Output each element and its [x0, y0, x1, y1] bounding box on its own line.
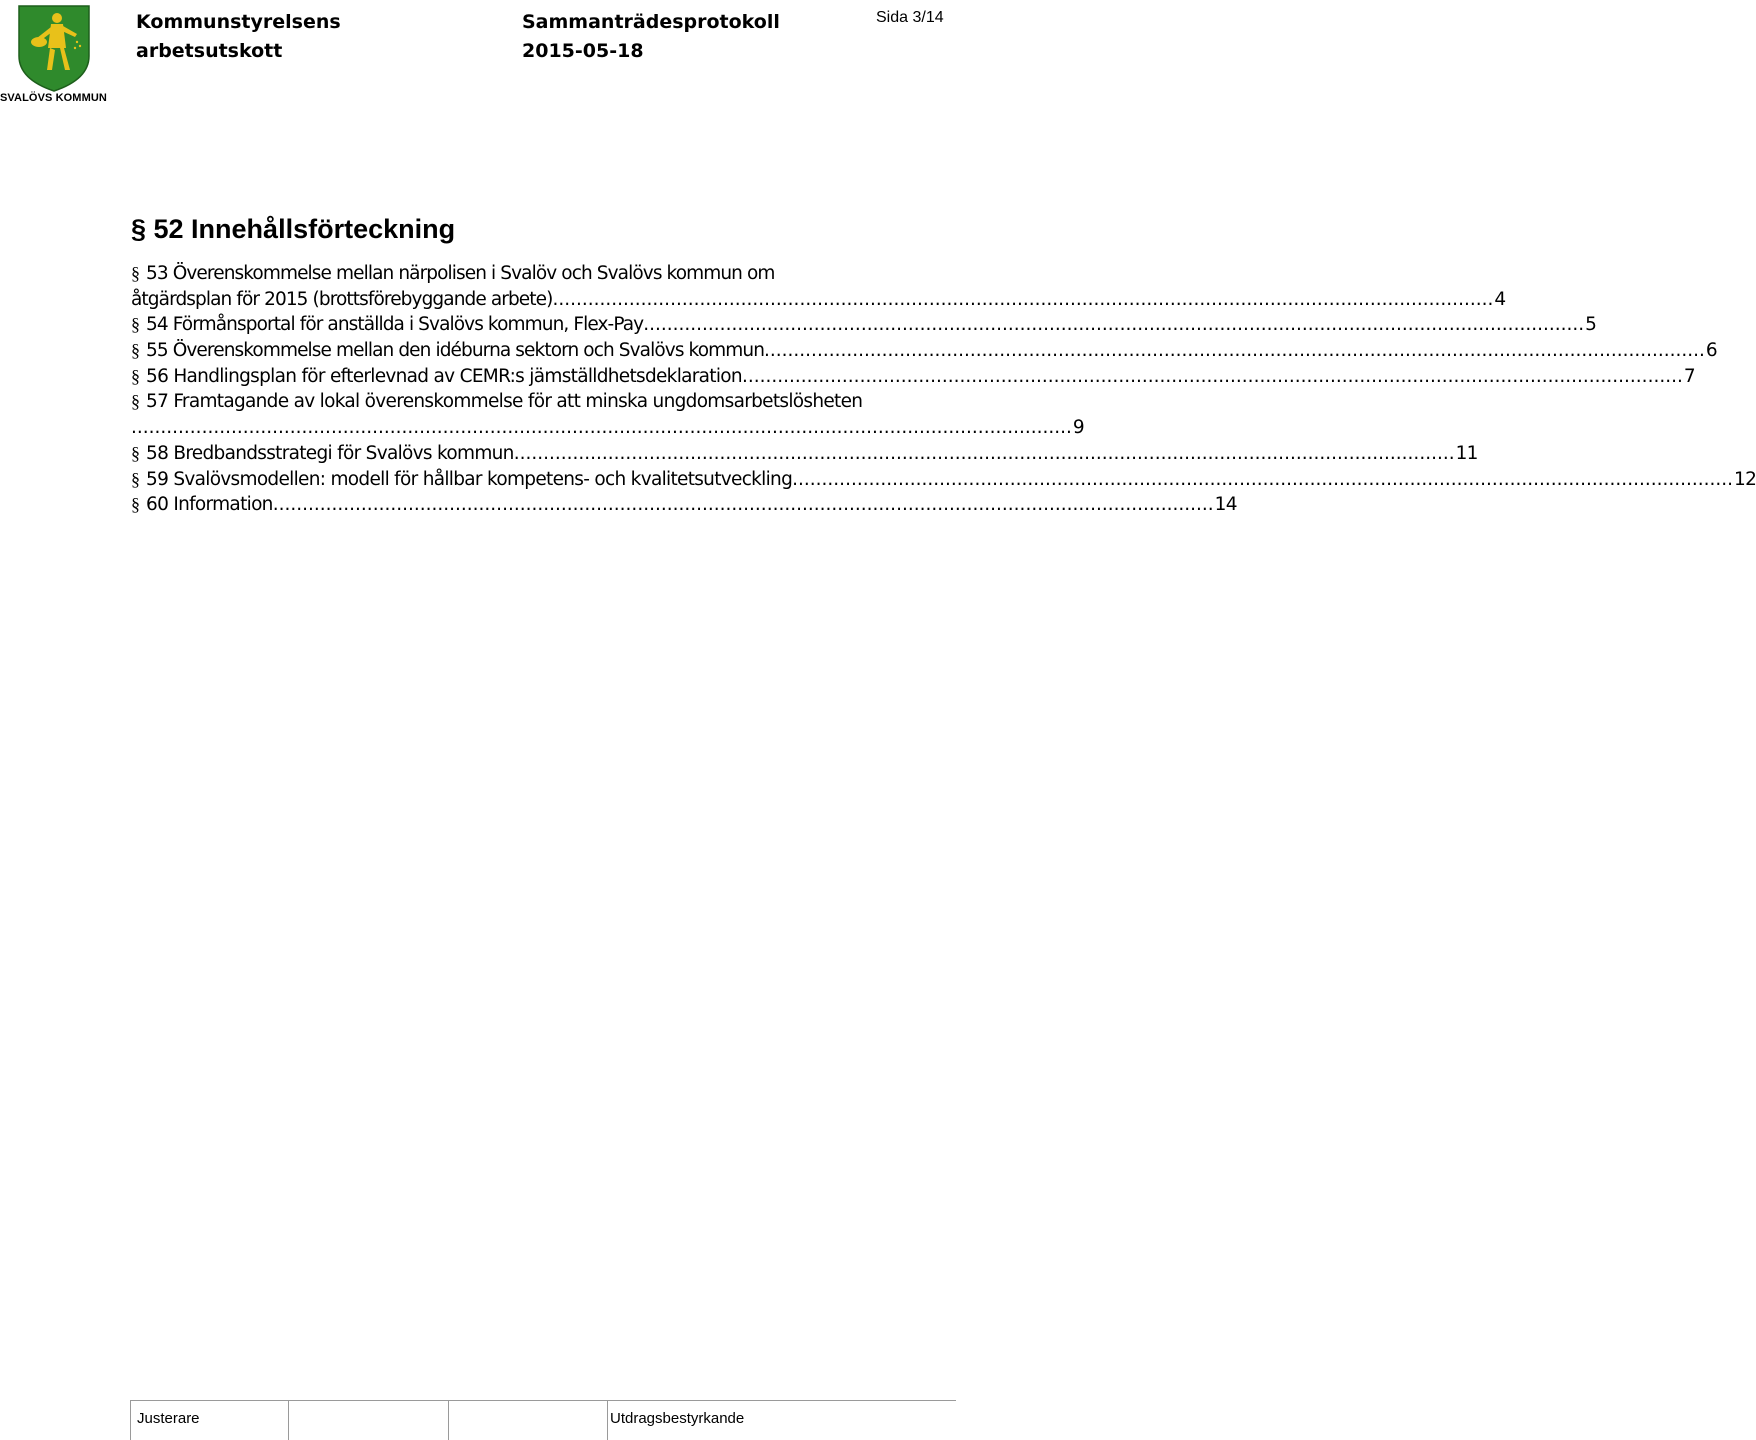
- section-symbol: §: [131, 314, 140, 335]
- toc-entry-text: 56 Handlingsplan för efterlevnad av CEMR:s jämställdhetsdeklaration: [146, 365, 742, 387]
- table-of-contents: [131, 261, 1756, 518]
- toc-entry-text: 57 Framtagande av lokal överenskommelse för att minska ungdomsarbetslösheten: [146, 391, 863, 413]
- toc-entry-text: 60 Information: [146, 494, 273, 516]
- toc-entry-page: 4: [1494, 288, 1506, 310]
- meeting-date: 2015-05-18: [522, 40, 644, 62]
- section-symbol: §: [131, 468, 140, 489]
- dot-leader: ................................................................................................................................................................: [552, 288, 1494, 310]
- section-symbol: §: [131, 442, 140, 463]
- toc-entry-text: åtgärdsplan för 2015 (brottsförebyggande arbete): [131, 288, 553, 310]
- dot-leader: ................................................................................................................................................................: [513, 442, 1455, 464]
- toc-entry-53-line-2[interactable]: [131, 287, 1506, 313]
- toc-entry-60[interactable]: [131, 492, 1237, 518]
- document-type: Sammanträdesprotokoll: [522, 11, 780, 33]
- organization-line-2: arbetsutskott: [136, 40, 283, 62]
- section-symbol: §: [131, 340, 140, 361]
- dot-leader: ................................................................................................................................................................: [272, 494, 1214, 516]
- footer-cell-sign-1: [288, 1401, 289, 1440]
- coat-of-arms-icon: [17, 4, 91, 92]
- toc-entry-57-line-2[interactable]: [131, 415, 1084, 441]
- section-symbol: §: [131, 365, 140, 386]
- document-type-block: [522, 8, 780, 66]
- section-symbol: §: [131, 494, 140, 515]
- toc-entry-text: 54 Förmånsportal för anställda i Svalövs kommun, Flex-Pay: [146, 314, 644, 336]
- toc-entry-text: 58 Bredbandsstrategi för Svalövs kommun: [146, 442, 514, 464]
- organization-name: [136, 8, 341, 66]
- toc-entry-page: 5: [1585, 314, 1597, 336]
- signature-footer: [130, 1400, 956, 1440]
- municipality-name: SVALÖVS KOMMUN: [0, 92, 107, 104]
- footer-cell-utdrag: [607, 1401, 745, 1440]
- toc-entry-page: 9: [1072, 417, 1084, 439]
- toc-entry-page: 7: [1683, 365, 1695, 387]
- section-symbol: §: [131, 391, 140, 412]
- toc-entry-text: 59 Svalövsmodellen: modell för hållbar kompetens- och kvalitetsutveckling: [146, 468, 793, 490]
- toc-heading: § 52 Innehållsförteckning: [131, 214, 456, 244]
- toc-entry-53-line-1[interactable]: [131, 261, 956, 287]
- dot-leader: ................................................................................................................................................................: [131, 417, 1072, 439]
- toc-entry-58[interactable]: [131, 441, 1478, 467]
- toc-entry-text: 55 Överenskommelse mellan den idéburna sektorn och Svalövs kommun: [146, 340, 765, 362]
- toc-entry-page: 12: [1734, 468, 1756, 490]
- toc-entry-56[interactable]: [131, 364, 1695, 390]
- municipality-logo: [0, 0, 112, 110]
- justerare-label: Justerare: [137, 1410, 200, 1427]
- dot-leader: ................................................................................................................................................................: [643, 314, 1585, 336]
- toc-entry-57-line-1[interactable]: [131, 389, 956, 415]
- dot-leader: ................................................................................................................................................................: [764, 340, 1705, 362]
- toc-entry-text: 53 Överenskommelse mellan närpolisen i Svalöv och Svalövs kommun om: [146, 263, 775, 284]
- utdragsbestyrkande-label: Utdragsbestyrkande: [610, 1410, 745, 1427]
- toc-entry-59[interactable]: [131, 467, 1756, 493]
- toc-entry-55[interactable]: [131, 338, 1717, 364]
- footer-cell-sign-2: [448, 1401, 449, 1440]
- toc-entry-54[interactable]: [131, 312, 1597, 338]
- section-symbol: §: [131, 263, 140, 283]
- organization-line-1: Kommunstyrelsens: [136, 11, 341, 33]
- toc-entry-page: 6: [1705, 340, 1717, 362]
- toc-entry-page: 14: [1214, 494, 1237, 516]
- footer-cell-justerare: [130, 1401, 200, 1440]
- toc-entry-page: 11: [1455, 442, 1478, 464]
- dot-leader: ................................................................................................................................................................: [792, 468, 1734, 490]
- page-number: Sida 3/14: [876, 9, 944, 26]
- dot-leader: ................................................................................................................................................................: [741, 365, 1683, 387]
